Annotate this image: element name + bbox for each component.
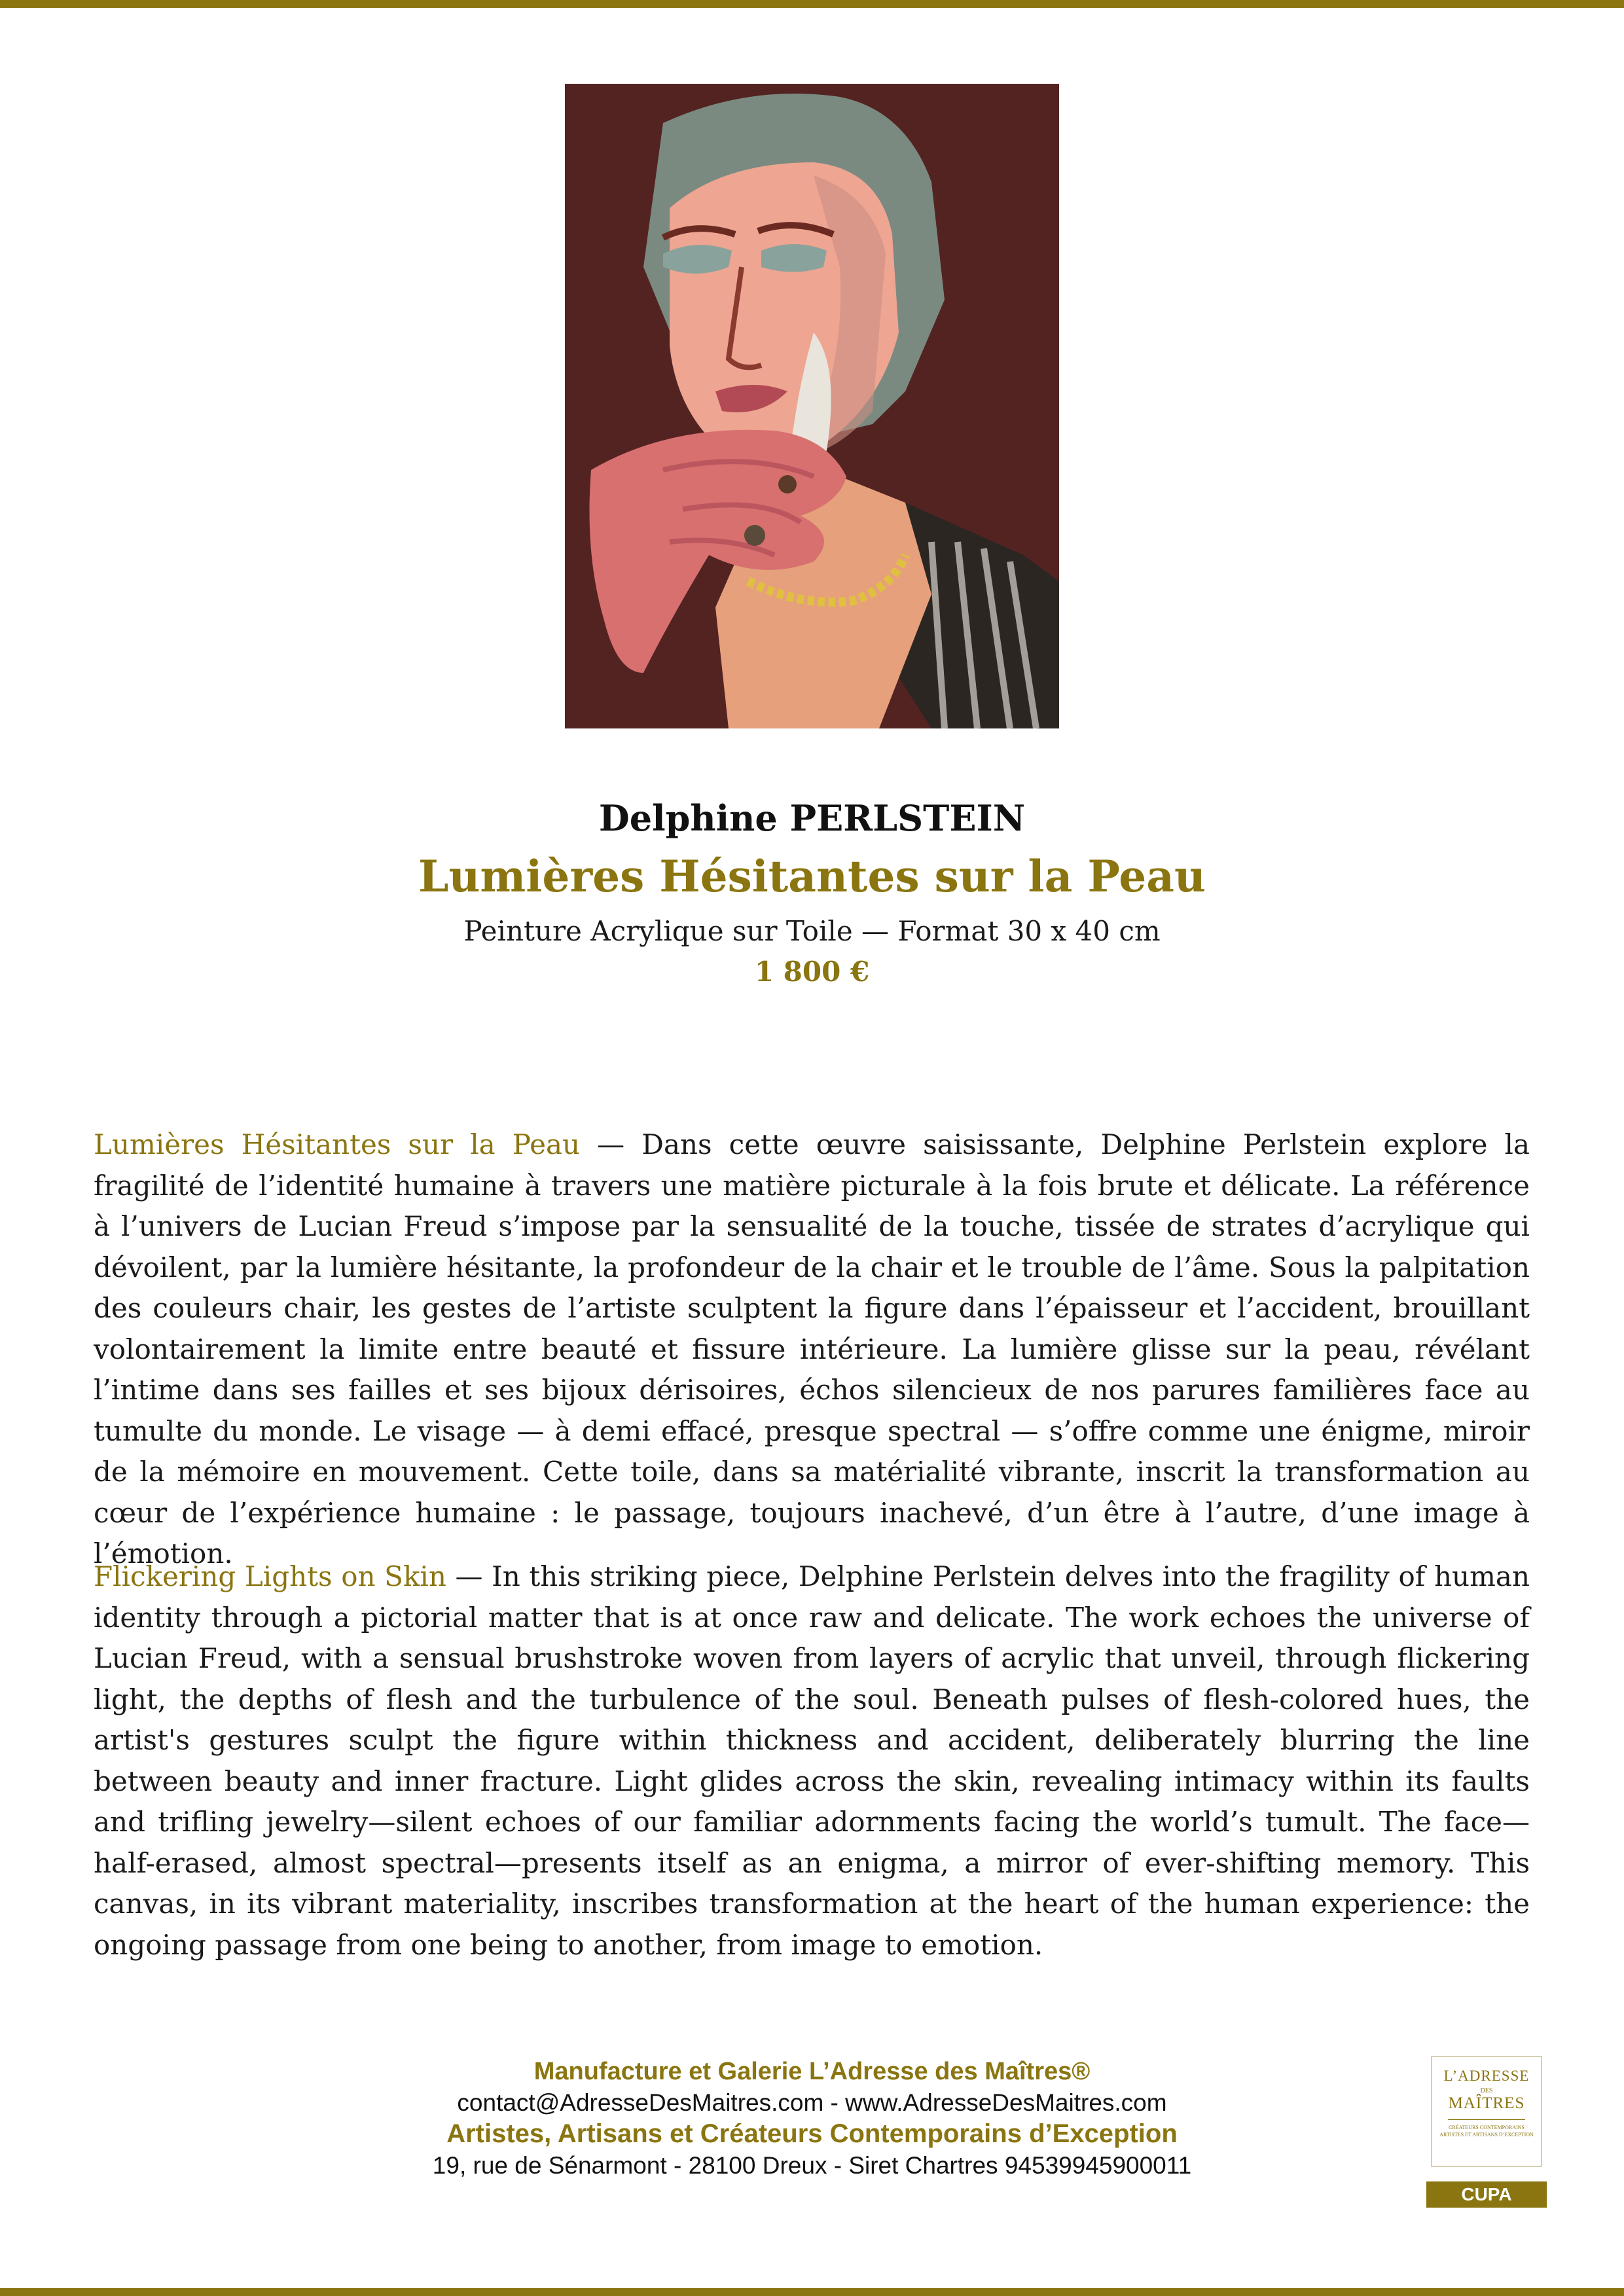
artwork-medium: Peinture Acrylique sur Toile — Format 30 x 40 cm — [463, 915, 1161, 947]
description-french-text: — Dans cette œuvre saisissante, Delphine Perlstein explore la fragilité de l’identité humaine à travers une matière picturale à la fois brute et délicate. La référence à l’univers de Lucian Freud s’impose par la sensualité de la touche, tissée de strates d’acrylique qui dévoilent, par la lumière hésitante, la profondeur de la chair et le trouble de l’âme. Sous la palpitation des couleurs chair, les gestes de l’artiste sculptent la figure dans l’épaisseur et l’accident, brouillant volontairement la limite entre beauté et fissure intérieure. La lumière glisse sur la peau, révélant l’intime dans ses failles et ses bijoux dérisoires, échos silencieux de nos parures familières face au tumulte du monde. Le visage — à demi effacé, presque spectral — s’offre comme une énigme, miroir de la mémoire en mouvement. Cette toile, dans sa matérialité vibrante, inscrit la transformation au cœur de l’expérience humaine : le passage, toujours inachevé, d’un être à l’autre, d’une image à l’émotion. — [94, 1128, 1530, 1570]
description-french-lead: Lumières Hésitantes sur la Peau — [94, 1128, 581, 1160]
description-english-lead: Flickering Lights on Skin — [94, 1560, 446, 1592]
cupa-badge: CUPA — [1426, 2181, 1547, 2208]
logo-line-3: MAÎTRES — [1448, 2094, 1525, 2112]
portrait-painting-illustration — [565, 84, 1059, 728]
description-french — [94, 1124, 1530, 1575]
logo-line-1: L’ADRESSE — [1443, 2068, 1530, 2084]
footer-address: 19, rue de Sénarmont - 28100 Dreux - Siret Chartres 94539945900011 — [432, 2152, 1192, 2179]
logo-line-4: CRÉATEURS CONTEMPORAINS ARTISTES ET ARTISANS D’EXCEPTION — [1439, 2125, 1534, 2138]
logo-separator — [1448, 2119, 1525, 2120]
artwork-title: Lumières Hésitantes sur la Peau — [418, 851, 1206, 902]
footer-tagline: Artistes, Artisans et Créateurs Contemporains d’Exception — [446, 2119, 1178, 2148]
bottom-gold-rule — [0, 2288, 1624, 2296]
artwork-price: 1 800 € — [754, 956, 870, 988]
gallery-logo — [1431, 2056, 1542, 2167]
artist-name: Delphine PERLSTEIN — [598, 797, 1026, 839]
footer-contact: contact@AdresseDesMaitres.com - www.AdresseDesMaitres.com — [457, 2089, 1167, 2116]
description-english — [94, 1556, 1530, 1965]
logo-line-2: DES — [1480, 2087, 1493, 2094]
artwork-image — [565, 84, 1059, 728]
footer-gallery-name: Manufacture et Galerie L’Adresse des Maîtres® — [533, 2058, 1091, 2085]
description-english-text: — In this striking piece, Delphine Perlstein delves into the fragility of human identity through a pictorial matter that is at once raw and delicate. The work echoes the universe of Lucian Freud, with a sensual brushstroke woven from layers of acrylic that unveil, through flickering light, the depths of flesh and the turbulence of the soul. Beneath pulses of flesh-colored hues, the artist's gestures sculpt the figure within thickness and accident, deliberately blurring the line between beauty and inner fracture. Light glides across the skin, revealing intimacy within its faults and trifling jewelry—silent echoes of our familiar adornments facing the world’s tumult. The face—half-erased, almost spectral—presents itself as an enigma, a mirror of ever-shifting memory. This canvas, in its vibrant materiality, inscribes transformation at the heart of the human experience: the ongoing passage from one being to another, from image to emotion. — [94, 1560, 1530, 1961]
top-gold-rule — [0, 0, 1624, 8]
